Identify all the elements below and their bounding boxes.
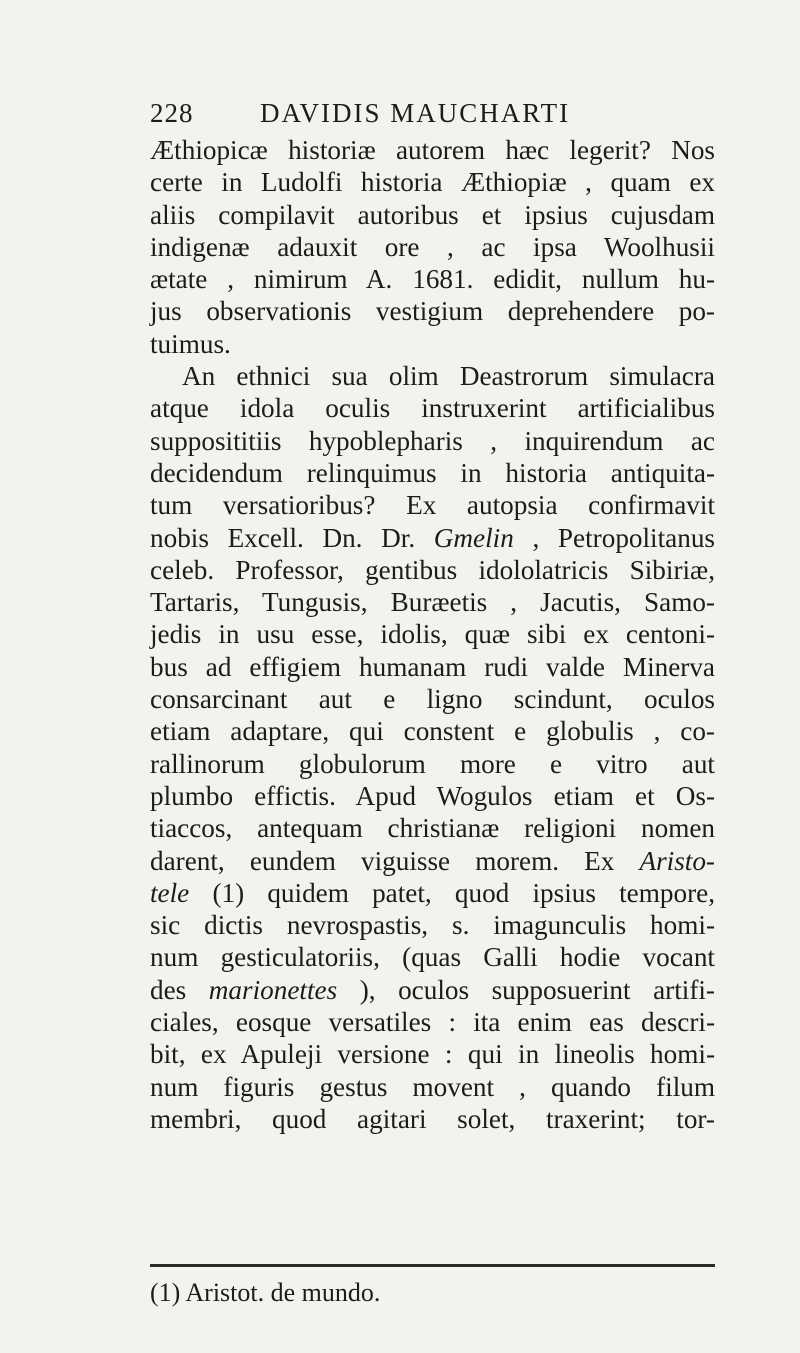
text-line: Æthiopicæ historiæ autorem hæc legerit? Nos — [150, 135, 715, 165]
footnote: (1) Aristot. de mundo. — [150, 1278, 381, 1307]
text-line: atque idola oculis instruxerint artificialibus — [150, 393, 715, 424]
body-text — [150, 134, 715, 1135]
text-line: indigenæ adauxit ore , ac ipsa Woolhusii — [150, 231, 715, 262]
text-line: num gesticulatoriis, (quas Galli hodie vocant — [150, 942, 715, 973]
text-line: decidendum relinquimus in historia antiquita- — [150, 457, 715, 488]
running-title: DAVIDIS MAUCHARTI — [260, 98, 571, 128]
text-line: ciales, eosque versatiles : ita enim eas descri- — [150, 1007, 715, 1038]
text-line: etiam adaptare, qui constent e globulis , co- — [150, 716, 715, 747]
page-number: 228 — [150, 98, 194, 128]
text-line: aliis compilavit autoribus et ipsius cujusdam — [150, 199, 715, 230]
text-line: rallinorum globulorum more e vitro aut — [150, 748, 715, 779]
text-line: An ethnici sua olim Deastrorum simulacra — [182, 361, 715, 392]
text-line: bus ad effigiem humanam rudi valde Minerva — [150, 651, 715, 682]
text-line: jedis in usu esse, idolis, quæ sibi ex centoni- — [150, 619, 715, 650]
text-line: ætate , nimirum A. 1681. edidit, nullum hu- — [150, 264, 715, 295]
text-line: tuimus. — [150, 328, 231, 359]
text-line: Tartaris, Tungusis, Buræetis , Jacutis, Samo- — [150, 587, 715, 618]
text-line: celeb. Professor, gentibus idololatricis Sibiriæ, — [150, 554, 715, 585]
footnote-rule — [150, 1264, 715, 1267]
text-line: darent, eundem viguisse morem. Ex Aristo- — [150, 845, 715, 876]
text-line: supposititiis hypoblepharis , inquirendum ac — [150, 425, 715, 456]
text-line: des marionettes ), oculos supposuerint artifi- — [150, 974, 715, 1005]
text-line: plumbo effictis. Apud Wogulos etiam et Os- — [150, 780, 715, 811]
text-line: tum versatioribus? Ex autopsia confirmavit — [150, 490, 715, 521]
text-line: tiaccos, antequam christianæ religioni nomen — [150, 813, 715, 844]
text-line: bit, ex Apuleji versione : qui in lineolis homi- — [150, 1039, 715, 1070]
text-line: consarcinant aut e ligno scindunt, oculos — [150, 684, 715, 715]
text-line: num figuris gestus movent , quando filum — [150, 1071, 715, 1102]
text-line: jus observationis vestigium deprehendere po- — [150, 296, 715, 327]
text-line: tele (1) quidem patet, quod ipsius tempore, — [150, 877, 715, 908]
text-line: sic dictis nevrospastis, s. imagunculis homi- — [150, 910, 715, 941]
text-line: certe in Ludolfi historia Æthiopiæ , quam ex — [150, 167, 715, 198]
text-line: nobis Excell. Dn. Dr. Gmelin , Petropolitanus — [150, 522, 715, 553]
text-line: membri, quod agitari solet, traxerint; tor- — [150, 1103, 715, 1134]
